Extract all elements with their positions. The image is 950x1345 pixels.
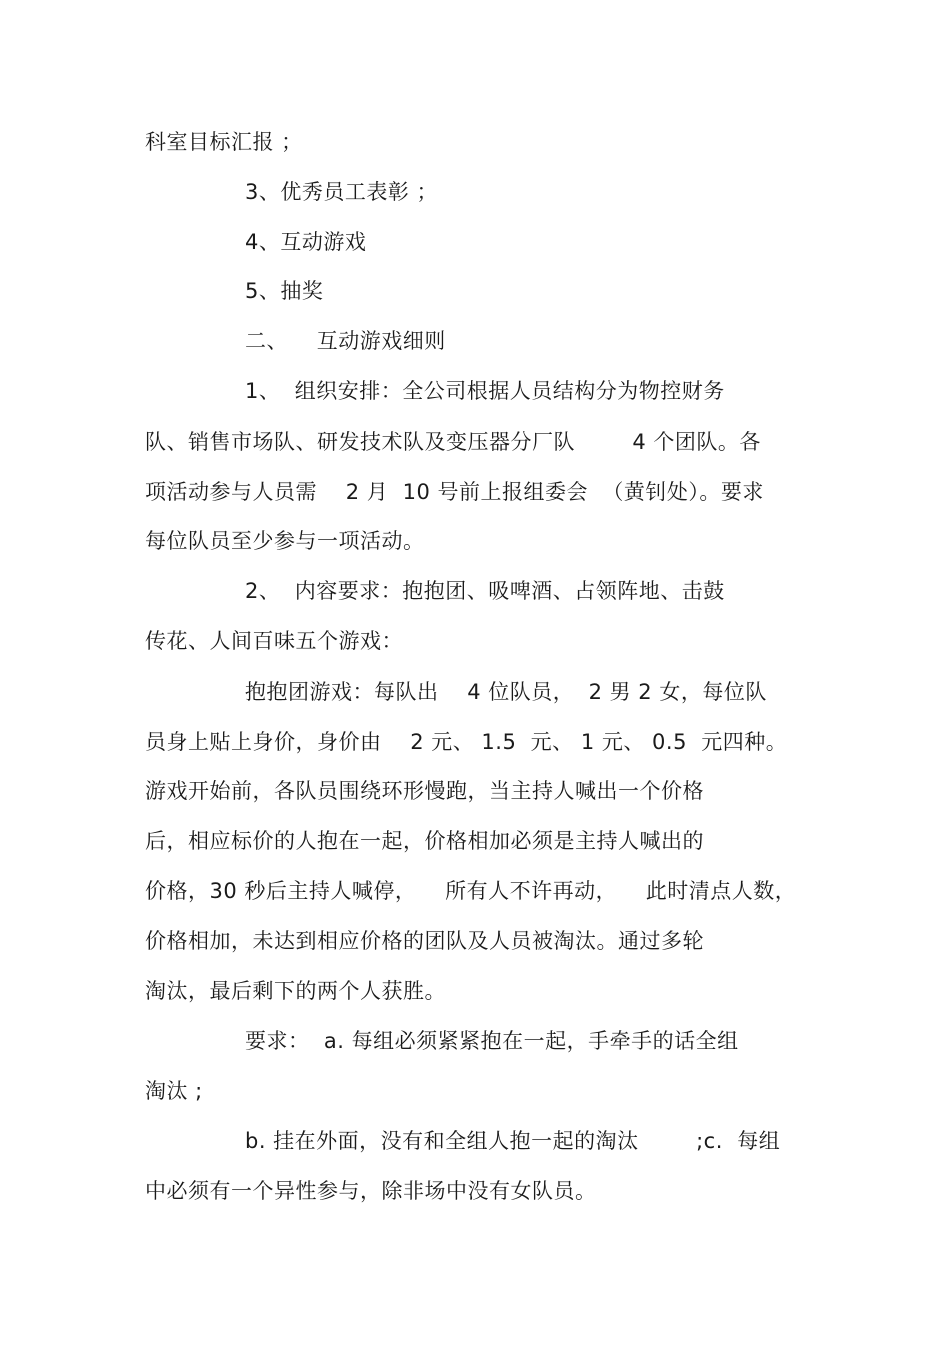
text-line-20: 淘汰 ; (145, 1079, 203, 1103)
text-line-1: 科室目标汇报 ； (145, 130, 303, 154)
text-line-22: 中必须有一个异性参与，除非场中没有女队员。 (145, 1179, 597, 1203)
text-line-7: 队、销售市场队、研发技术队及变压器分厂队 4 个团队。各 (145, 430, 761, 454)
text-line-4: 5、抽奖 (245, 279, 324, 303)
text-line-10: 2、 内容要求：抱抱团、吸啤酒、占领阵地、击鼓 (245, 579, 725, 603)
text-line-16: 价格，30 秒后主持人喊停， 所有人不许再动， 此时清点人数， (145, 879, 797, 903)
text-line-15: 后，相应标价的人抱在一起，价格相加必须是主持人喊出的 (145, 829, 704, 853)
text-line-2: 3、优秀员工表彰 ； (245, 180, 439, 204)
text-line-14: 游戏开始前，各队员围绕环形慢跑，当主持人喊出一个价格 (145, 779, 704, 803)
text-line-6: 1、 组织安排：全公司根据人员结构分为物控财务 (245, 379, 725, 403)
text-line-12: 抱抱团游戏：每队出 4 位队员， 2 男 2 女，每位队 (245, 680, 767, 704)
text-line-8: 项活动参与人员需 2 月 10 号前上报组委会 （黄钊处）。要求 (145, 480, 764, 504)
text-line-13: 员身上贴上身价，身价由 2 元、 1.5 元、 1 元、 0.5 元四种。 (145, 730, 788, 754)
text-line-18: 淘汰，最后剩下的两个人获胜。 (145, 979, 446, 1003)
text-line-11: 传花、人间百味五个游戏： (145, 629, 403, 653)
section-heading: 二、 互动游戏细则 (245, 329, 446, 353)
text-line-3: 4、互动游戏 (245, 230, 367, 254)
text-line-19: 要求： a. 每组必须紧紧抱在一起，手牵手的话全组 (245, 1029, 739, 1053)
text-line-17: 价格相加，未达到相应价格的团队及人员被淘汰。通过多轮 (145, 929, 704, 953)
text-line-9: 每位队员至少参与一项活动。 (145, 529, 425, 553)
text-line-21: b. 挂在外面，没有和全组人抱一起的淘汰 ;c. 每组 (245, 1129, 781, 1153)
